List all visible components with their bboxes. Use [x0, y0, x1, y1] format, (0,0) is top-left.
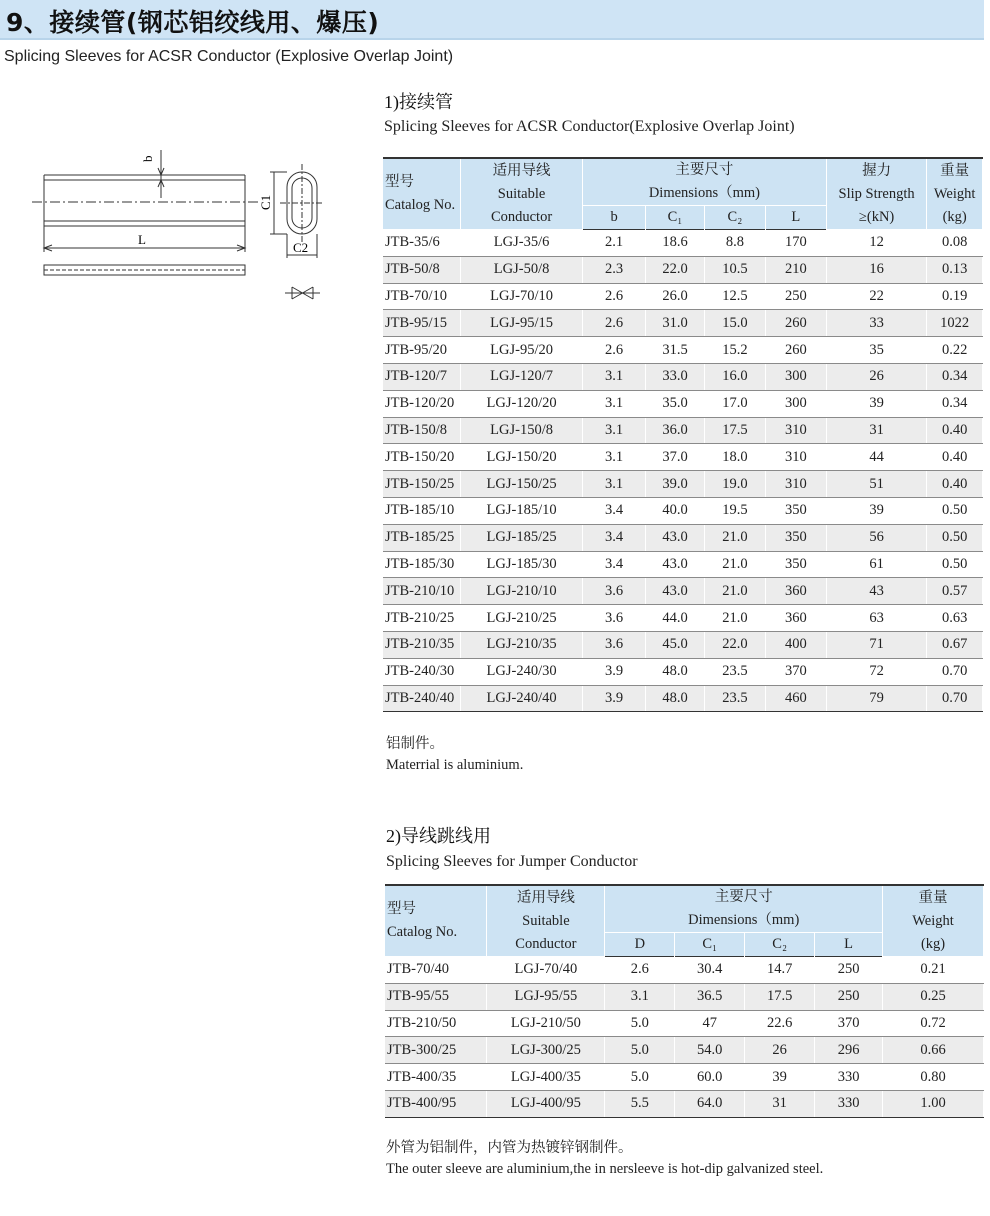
b-cell: 3.1 — [583, 444, 646, 471]
catalog-cell: JTB-400/95 — [385, 1090, 487, 1117]
page-title: 9、接续管(钢芯铝绞线用、爆压) — [6, 8, 380, 37]
page-subtitle: Splicing Sleeves for ACSR Conductor (Explosive Overlap Joint) — [4, 48, 454, 65]
table-row — [385, 983, 984, 1010]
c2-cell: 10.5 — [704, 256, 765, 283]
table-row — [383, 551, 983, 578]
d-cell: 3.1 — [605, 983, 675, 1010]
l-cell: 250 — [765, 283, 826, 310]
c1-cell: 26.0 — [646, 283, 705, 310]
weight-cell: 1022 — [927, 310, 983, 337]
weight-cell: 0.50 — [927, 551, 983, 578]
l-cell: 300 — [765, 390, 826, 417]
l-cell: 460 — [765, 685, 826, 712]
catalog-cell: JTB-185/25 — [383, 524, 461, 551]
catalog-cell: JTB-150/8 — [383, 417, 461, 444]
c1-label: C1 — [258, 194, 273, 210]
conductor-cell: LGJ-185/25 — [461, 524, 583, 551]
section1-note — [386, 734, 523, 776]
weight-cell: 0.40 — [927, 444, 983, 471]
slip-strength-cell: 31 — [826, 417, 927, 444]
slip-strength-cell: 61 — [826, 551, 927, 578]
conductor-cell: LGJ-210/25 — [461, 605, 583, 632]
c2-cell: 18.0 — [704, 444, 765, 471]
c1-cell: 44.0 — [646, 605, 705, 632]
table-row — [383, 256, 983, 283]
c1-cell: 31.0 — [646, 310, 705, 337]
conductor-cell: LGJ-210/10 — [461, 578, 583, 605]
b-cell: 2.6 — [583, 337, 646, 364]
table-row — [383, 685, 983, 712]
c2-cell: 22.6 — [745, 1010, 815, 1037]
conductor-cell: LGJ-150/8 — [461, 417, 583, 444]
l-cell: 330 — [815, 1064, 883, 1091]
c1-cell: 43.0 — [646, 578, 705, 605]
b-cell: 3.1 — [583, 471, 646, 498]
c2-cell: 12.5 — [704, 283, 765, 310]
c2-cell: 16.0 — [704, 363, 765, 390]
sleeve-drawing — [30, 140, 330, 315]
header-weight: 重量 Weight (kg) — [927, 158, 983, 230]
c2-cell: 23.5 — [704, 685, 765, 712]
l-label: L — [138, 232, 146, 247]
c1-cell: 47 — [675, 1010, 745, 1037]
c2-cell: 21.0 — [704, 605, 765, 632]
table-row — [383, 337, 983, 364]
weight-cell: 0.40 — [927, 417, 983, 444]
weight-cell: 0.70 — [927, 658, 983, 685]
catalog-cell: JTB-400/35 — [385, 1064, 487, 1091]
c2-cell: 19.0 — [704, 471, 765, 498]
conductor-cell: LGJ-95/55 — [487, 983, 605, 1010]
l-cell: 310 — [765, 471, 826, 498]
l-cell: 330 — [815, 1090, 883, 1117]
conductor-cell: LGJ-150/20 — [461, 444, 583, 471]
table-row — [383, 497, 983, 524]
table-row — [383, 524, 983, 551]
section1-title: 1)接续管 — [384, 92, 453, 112]
c2-cell: 14.7 — [745, 957, 815, 984]
header-dimensions: 主要尺寸 Dimensions（mm) — [583, 158, 827, 206]
table-row — [383, 658, 983, 685]
c1-cell: 60.0 — [675, 1064, 745, 1091]
l-cell: 360 — [765, 605, 826, 632]
header-c2: C₂ — [745, 933, 815, 957]
catalog-cell: JTB-70/40 — [385, 957, 487, 984]
weight-cell: 0.66 — [883, 1037, 984, 1064]
slip-strength-cell: 51 — [826, 471, 927, 498]
l-cell: 350 — [765, 551, 826, 578]
l-cell: 370 — [815, 1010, 883, 1037]
l-cell: 300 — [765, 363, 826, 390]
conductor-cell: LGJ-120/7 — [461, 363, 583, 390]
table-row — [383, 578, 983, 605]
conductor-cell: LGJ-120/20 — [461, 390, 583, 417]
l-cell: 310 — [765, 444, 826, 471]
b-cell: 3.6 — [583, 605, 646, 632]
section-header-bar — [0, 0, 984, 40]
c2-cell: 15.2 — [704, 337, 765, 364]
section2-note — [386, 1138, 823, 1180]
d-cell: 2.6 — [605, 957, 675, 984]
c2-cell: 8.8 — [704, 230, 765, 257]
l-cell: 170 — [765, 230, 826, 257]
table-row — [383, 605, 983, 632]
c1-cell: 22.0 — [646, 256, 705, 283]
conductor-cell: LGJ-70/40 — [487, 957, 605, 984]
weight-cell: 0.57 — [927, 578, 983, 605]
c2-cell: 26 — [745, 1037, 815, 1064]
b-cell: 3.6 — [583, 631, 646, 658]
b-cell: 3.9 — [583, 658, 646, 685]
section2-table — [385, 884, 984, 1118]
weight-cell: 0.50 — [927, 524, 983, 551]
c2-cell: 17.5 — [704, 417, 765, 444]
c1-cell: 36.0 — [646, 417, 705, 444]
catalog-cell: JTB-240/30 — [383, 658, 461, 685]
l-cell: 310 — [765, 417, 826, 444]
weight-cell: 0.13 — [927, 256, 983, 283]
conductor-cell: LGJ-400/35 — [487, 1064, 605, 1091]
header-conductor: 适用导线 Suitable Conductor — [487, 885, 605, 957]
section2-subtitle: Splicing Sleeves for Jumper Conductor — [386, 853, 638, 870]
l-cell: 400 — [765, 631, 826, 658]
catalog-cell: JTB-210/35 — [383, 631, 461, 658]
table-row — [383, 417, 983, 444]
conductor-cell: LGJ-95/20 — [461, 337, 583, 364]
table-row — [385, 1064, 984, 1091]
weight-cell: 0.72 — [883, 1010, 984, 1037]
slip-strength-cell: 44 — [826, 444, 927, 471]
l-cell: 250 — [815, 983, 883, 1010]
l-cell: 370 — [765, 658, 826, 685]
slip-strength-cell: 12 — [826, 230, 927, 257]
section2-note-cn: 外管为铝制件，内管为热镀锌钢制件。 — [386, 1140, 633, 1156]
header-slip-strength: 握力 Slip Strength ≥(kN) — [826, 158, 927, 230]
weight-cell: 1.00 — [883, 1090, 984, 1117]
b-cell: 2.1 — [583, 230, 646, 257]
slip-strength-cell: 43 — [826, 578, 927, 605]
b-cell: 3.1 — [583, 390, 646, 417]
header-weight: 重量 Weight (kg) — [883, 885, 984, 957]
table-row — [385, 1037, 984, 1064]
slip-strength-cell: 33 — [826, 310, 927, 337]
header-l: L — [765, 206, 826, 230]
b-cell: 3.6 — [583, 578, 646, 605]
conductor-cell: LGJ-35/6 — [461, 230, 583, 257]
c1-cell: 43.0 — [646, 524, 705, 551]
table-row — [383, 230, 983, 257]
section1-subtitle: Splicing Sleeves for ACSR Conductor(Explosive Overlap Joint) — [384, 118, 795, 135]
weight-cell: 0.21 — [883, 957, 984, 984]
table-row — [383, 631, 983, 658]
slip-strength-cell: 16 — [826, 256, 927, 283]
table-row — [385, 957, 984, 984]
d-cell: 5.0 — [605, 1037, 675, 1064]
d-cell: 5.0 — [605, 1064, 675, 1091]
c2-cell: 39 — [745, 1064, 815, 1091]
header-l: L — [815, 933, 883, 957]
weight-cell: 0.40 — [927, 471, 983, 498]
section1-table — [383, 157, 983, 712]
c2-cell: 21.0 — [704, 524, 765, 551]
slip-strength-cell: 72 — [826, 658, 927, 685]
conductor-cell: LGJ-95/15 — [461, 310, 583, 337]
b-cell: 3.1 — [583, 417, 646, 444]
weight-cell: 0.08 — [927, 230, 983, 257]
catalog-cell: JTB-185/30 — [383, 551, 461, 578]
catalog-cell: JTB-95/15 — [383, 310, 461, 337]
header-catalog: 型号 Catalog No. — [383, 158, 461, 230]
catalog-cell: JTB-95/55 — [385, 983, 487, 1010]
c2-cell: 19.5 — [704, 497, 765, 524]
slip-strength-cell: 71 — [826, 631, 927, 658]
l-cell: 350 — [765, 524, 826, 551]
header-dimensions: 主要尺寸 Dimensions（mm) — [605, 885, 883, 933]
c1-cell: 31.5 — [646, 337, 705, 364]
header-catalog: 型号 Catalog No. — [385, 885, 487, 957]
catalog-cell: JTB-150/20 — [383, 444, 461, 471]
catalog-cell: JTB-70/10 — [383, 283, 461, 310]
conductor-cell: LGJ-185/10 — [461, 497, 583, 524]
conductor-cell: LGJ-50/8 — [461, 256, 583, 283]
conductor-cell: LGJ-400/95 — [487, 1090, 605, 1117]
c1-cell: 48.0 — [646, 658, 705, 685]
b-cell: 3.9 — [583, 685, 646, 712]
l-cell: 250 — [815, 957, 883, 984]
b-cell: 3.4 — [583, 524, 646, 551]
b-label: b — [140, 155, 155, 162]
header-d: D — [605, 933, 675, 957]
slip-strength-cell: 79 — [826, 685, 927, 712]
c1-cell: 43.0 — [646, 551, 705, 578]
conductor-cell: LGJ-240/40 — [461, 685, 583, 712]
table-row — [383, 444, 983, 471]
b-cell: 2.6 — [583, 310, 646, 337]
catalog-cell: JTB-185/10 — [383, 497, 461, 524]
c1-cell: 39.0 — [646, 471, 705, 498]
l-cell: 210 — [765, 256, 826, 283]
c2-cell: 17.0 — [704, 390, 765, 417]
d-cell: 5.0 — [605, 1010, 675, 1037]
l-cell: 260 — [765, 310, 826, 337]
section1-note-cn: 铝制件。 — [386, 736, 444, 752]
weight-cell: 0.22 — [927, 337, 983, 364]
l-cell: 260 — [765, 337, 826, 364]
c2-cell: 21.0 — [704, 551, 765, 578]
c1-cell: 64.0 — [675, 1090, 745, 1117]
header-c1: C₁ — [675, 933, 745, 957]
l-cell: 296 — [815, 1037, 883, 1064]
catalog-cell: JTB-35/6 — [383, 230, 461, 257]
conductor-cell: LGJ-210/35 — [461, 631, 583, 658]
catalog-cell: JTB-150/25 — [383, 471, 461, 498]
header-c1: C₁ — [646, 206, 705, 230]
conductor-cell: LGJ-210/50 — [487, 1010, 605, 1037]
section1-note-en: Materrial is aluminium. — [386, 757, 524, 773]
table-row — [383, 363, 983, 390]
c1-cell: 45.0 — [646, 631, 705, 658]
slip-strength-cell: 35 — [826, 337, 927, 364]
catalog-cell: JTB-210/10 — [383, 578, 461, 605]
table-row — [383, 310, 983, 337]
slip-strength-cell: 39 — [826, 390, 927, 417]
c1-cell: 30.4 — [675, 957, 745, 984]
catalog-cell: JTB-300/25 — [385, 1037, 487, 1064]
c2-cell: 15.0 — [704, 310, 765, 337]
header-b: b — [583, 206, 646, 230]
table-row — [383, 471, 983, 498]
conductor-cell: LGJ-300/25 — [487, 1037, 605, 1064]
catalog-cell: JTB-210/50 — [385, 1010, 487, 1037]
c2-cell: 22.0 — [704, 631, 765, 658]
c1-cell: 48.0 — [646, 685, 705, 712]
c1-cell: 36.5 — [675, 983, 745, 1010]
table-row — [385, 1090, 984, 1117]
section2-title: 2)导线跳线用 — [386, 826, 491, 846]
l-cell: 360 — [765, 578, 826, 605]
b-cell: 2.6 — [583, 283, 646, 310]
conductor-cell: LGJ-150/25 — [461, 471, 583, 498]
c2-cell: 23.5 — [704, 658, 765, 685]
d-cell: 5.5 — [605, 1090, 675, 1117]
conductor-cell: LGJ-70/10 — [461, 283, 583, 310]
weight-cell: 0.70 — [927, 685, 983, 712]
b-cell: 2.3 — [583, 256, 646, 283]
slip-strength-cell: 63 — [826, 605, 927, 632]
c2-cell: 21.0 — [704, 578, 765, 605]
l-cell: 350 — [765, 497, 826, 524]
c1-cell: 54.0 — [675, 1037, 745, 1064]
c1-cell: 18.6 — [646, 230, 705, 257]
section2-note-en: The outer sleeve are aluminium,the in nersleeve is hot-dip galvanized steel. — [386, 1161, 824, 1177]
weight-cell: 0.67 — [927, 631, 983, 658]
header-c2: C₂ — [704, 206, 765, 230]
c2-cell: 17.5 — [745, 983, 815, 1010]
b-cell: 3.4 — [583, 551, 646, 578]
catalog-cell: JTB-50/8 — [383, 256, 461, 283]
catalog-cell: JTB-120/20 — [383, 390, 461, 417]
sleeve-drawing-svg — [30, 140, 330, 310]
conductor-cell: LGJ-240/30 — [461, 658, 583, 685]
catalog-cell: JTB-210/25 — [383, 605, 461, 632]
c1-cell: 40.0 — [646, 497, 705, 524]
weight-cell: 0.50 — [927, 497, 983, 524]
c1-cell: 33.0 — [646, 363, 705, 390]
conductor-cell: LGJ-185/30 — [461, 551, 583, 578]
b-cell: 3.4 — [583, 497, 646, 524]
slip-strength-cell: 39 — [826, 497, 927, 524]
slip-strength-cell: 26 — [826, 363, 927, 390]
weight-cell: 0.25 — [883, 983, 984, 1010]
c2-cell: 31 — [745, 1090, 815, 1117]
c1-cell: 37.0 — [646, 444, 705, 471]
table-row — [383, 390, 983, 417]
catalog-cell: JTB-120/7 — [383, 363, 461, 390]
b-cell: 3.1 — [583, 363, 646, 390]
table-row — [383, 283, 983, 310]
table-row — [385, 1010, 984, 1037]
slip-strength-cell: 56 — [826, 524, 927, 551]
weight-cell: 0.34 — [927, 390, 983, 417]
c2-label: C2 — [293, 240, 309, 255]
header-conductor: 适用导线 Suitable Conductor — [461, 158, 583, 230]
weight-cell: 0.19 — [927, 283, 983, 310]
slip-strength-cell: 22 — [826, 283, 927, 310]
catalog-cell: JTB-95/20 — [383, 337, 461, 364]
weight-cell: 0.63 — [927, 605, 983, 632]
catalog-cell: JTB-240/40 — [383, 685, 461, 712]
weight-cell: 0.34 — [927, 363, 983, 390]
c1-cell: 35.0 — [646, 390, 705, 417]
weight-cell: 0.80 — [883, 1064, 984, 1091]
